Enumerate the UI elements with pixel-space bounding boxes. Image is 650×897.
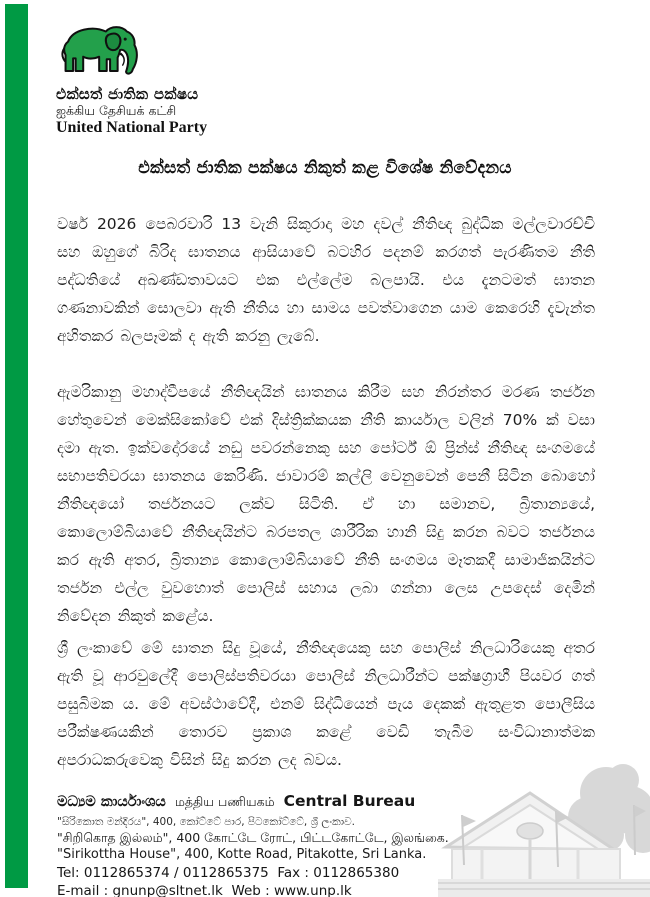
party-name-sinhala: එක්සත් ජාතික පක්ෂය xyxy=(56,85,199,103)
body-paragraph-1: වර්ෂ 2026 පෙබරවාරි 13 වැනි සිකුරාදා මහ දවල් නීතිඥ බුද්ධික මල්ලවාරච්චි සහ ඔහුගේ බිරිද ඝාතනය ආසියාවේ බටහිර පදනම් කරගත් පැරණිතම නීති පද්ධතියේ අඛණ්ඩතාවයට එක එල්ලේම බලපායි. එය දැනටමත් ඝාතන ගණනාවකින් සොලවා ඇති නීතිය හා සාමය පවත්වාගෙන යාම කෙරෙහි දැවැන්ත අහිතකර බලපෑමක් ද ඇති කරනු ලැබේ. xyxy=(57,215,595,345)
body-paragraph-3: ශ්‍රී ලංකාවේ මේ ඝාතන සිදු වූයේ, නීතිඥයෙකු සහ පොලිස් නිලධාරියෙකු අතර ඇති වූ ආරවුලේදී පොලිස්පතිවරයා පොලිස් නිලධාරීන්ට පක්ෂග්‍රාහී පියවර ගත් පසුබිමක ය. මේ අවස්ථාවේදී, එනම් සිද්ධියෙන් පැය දෙකක් ඇතුළත පොලීසිය පරීක්ෂණයකින් තොරව ප්‍රකාශ කළේ වෙඩි තැබීම සංවිධානාත්මක අපරාධකරුවෙකු විසින් සිදු කරන ලද බවය. xyxy=(57,639,595,769)
bureau-name-sinhala: මධ්‍යම කාර්යාංශය xyxy=(57,794,166,810)
central-bureau-heading xyxy=(57,792,517,811)
body-paragraph-2: ඇමරිකානු මහාද්වීපයේ නීතිඥයින් ඝාතනය කිරීම සහ නිරන්තර මරණ තර්ජන හේතුවෙන් මෙක්සිකෝවේ එක් දිස්ත්‍රික්කයක නීති කාර්යාල වලින් 70% ක් වසා දමා ඇත. ඉක්වදෝරයේ නඩු පවරන්නෙකු සහ පෝර්ට් ඕ ප්‍රින්ස් නීතිඥ සංගමයේ සභාපතිවරයා ඝාතනය කෙරිණි. ජාවාරම් කල්ලි වෙනුවෙන් පෙනී සිටින බොහෝ නීතිඥයෝ තර්ජනයට ලක්ව සිටිති. ඒ හා සමානව, බ්‍රිතාන්‍යයේ, කොලොම්බියාවේ නීතිඥයින්ට බරපතල ශාරීරික හානි සිදු කරන බවට තර්ජනය කර ඇති අතර, බ්‍රිතාන්‍ය කොලොම්බියාවේ නීති සංගමය මෑතකදී සාමාජිකයින්ට තර්ජන එල්ල වුවහොත් පොලිස් සහාය ලබා ගන්නා ලෙස උපදෙස් දෙමින් නිවේදන නිකුත් කළේය. xyxy=(57,383,595,625)
document-title: එක්සත් ජාතික පක්ෂය නිකුත් කළ විශේෂ නිවේදනය xyxy=(138,158,512,178)
party-name-english: United National Party xyxy=(56,119,208,136)
bureau-name-tamil: மத்திய பணியகம் xyxy=(174,794,275,809)
address-sinhala: "සිරිකොත මන්දිරය", 400, කෝට්ටේ පාර, පිටකෝට්ටේ, ශ්‍රී ලංකාව. xyxy=(57,816,355,828)
party-name-tamil: ஐக்கிய தேசியக் கட்சி xyxy=(56,103,177,118)
footer-contact-block xyxy=(57,792,517,897)
elephant-logo-icon xyxy=(58,16,142,84)
address-tamil: "சிறிகொத இல்லம்", 400 கோட்டே ரோட், பிட்டகோட்டே, இலங்கை. xyxy=(57,830,449,845)
elephant-eye xyxy=(124,38,127,41)
bureau-name-english: Central Bureau xyxy=(283,792,416,810)
party-letterhead xyxy=(56,16,256,136)
left-green-accent-bar xyxy=(5,4,28,888)
telephone-fax-line: Tel: 0112865374 / 0112865375 Fax : 0112865380 xyxy=(57,865,400,881)
address-english: "Sirikottha House", 400, Kotte Road, Pitakotte, Sri Lanka. xyxy=(57,847,427,862)
party-name-block xyxy=(56,86,256,136)
email-web-line: E-mail : gnunp@sltnet.lk Web : www.unp.lk xyxy=(57,883,352,897)
